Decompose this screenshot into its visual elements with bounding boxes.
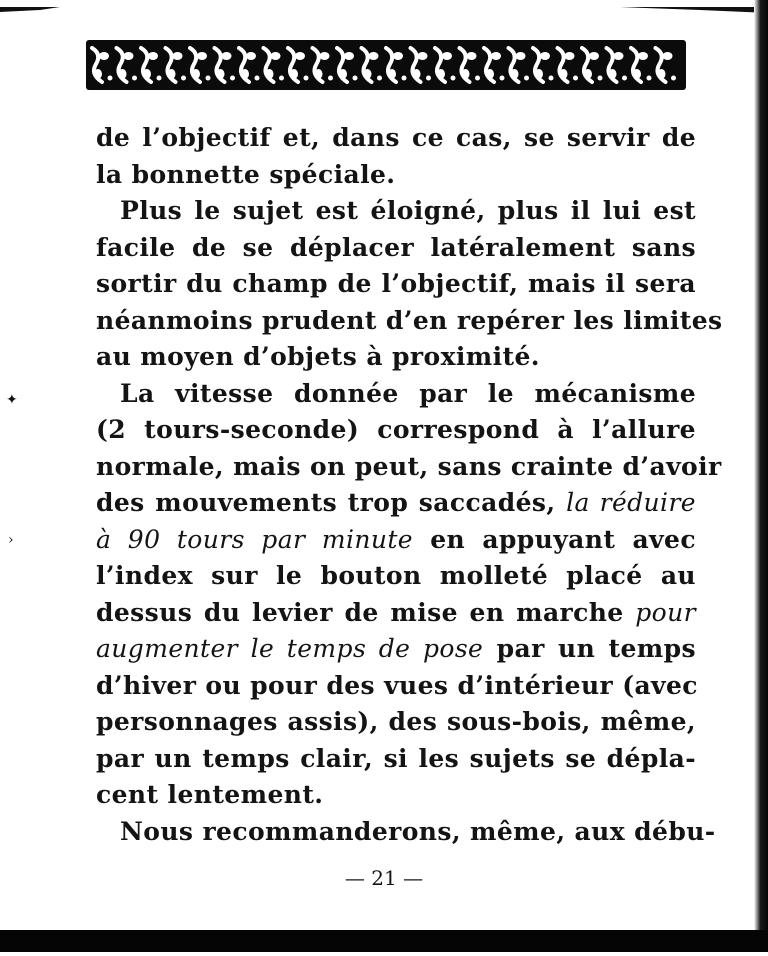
text-line: néanmoins prudent d’en repérer les limites [96, 305, 723, 335]
text-line: Nous recommanderons, même, aux débu- [120, 816, 716, 846]
text-line: (2 tours-seconde) correspond à l’allure [96, 415, 696, 444]
text-line: la bonnette spéciale. [96, 159, 396, 189]
text-line: de l’objectif et, dans ce cas, se servir de [96, 123, 696, 152]
text-line: facile de se déplacer latéralement sans [96, 232, 696, 262]
text-line: des mouvements trop saccadés, la réduire [96, 488, 696, 517]
header-ornament [86, 40, 686, 90]
page-number: — 21 — [344, 866, 424, 890]
text-line: l’index sur le bouton molleté placé au [96, 561, 696, 590]
scan-edge-top [0, 0, 768, 8]
text-line: sortir du champ de l’objectif, mais il sera [96, 269, 696, 298]
margin-mark: › [8, 532, 14, 548]
italic-text: pour [635, 597, 696, 627]
italic-text: augmenter le temps de pose [96, 634, 484, 663]
text-line: normale, mais on peut, sans crainte d’avoir [96, 451, 722, 481]
text-line: cent lentement. [96, 780, 324, 809]
text-line: personnages assis), des sous-bois, même, [96, 707, 696, 736]
text-line: La vitesse donnée par le mécanisme [120, 378, 696, 408]
italic-text: à 90 tours par minute [96, 524, 413, 554]
text-line: d’hiver ou pour des vues d’intérieur (avec [96, 670, 698, 700]
text-line: Plus le sujet est éloigné, plus il lui est [120, 196, 696, 225]
scan-edge-bottom [0, 930, 768, 952]
margin-mark: ✦ [6, 392, 18, 408]
text-line: dessus du levier de mise en marche pour [96, 597, 696, 627]
body-text [96, 120, 723, 850]
text-line: augmenter le temps de pose par un temps [96, 634, 696, 663]
text-line: à 90 tours par minute en appuyant avec [96, 524, 696, 554]
scan-edge-right [754, 0, 768, 952]
text-line: par un temps clair, si les sujets se dépla- [96, 743, 696, 773]
italic-text: la réduire [566, 488, 696, 517]
text-line: au moyen d’objets à proximité. [96, 342, 540, 371]
corner-mark [0, 912, 40, 952]
